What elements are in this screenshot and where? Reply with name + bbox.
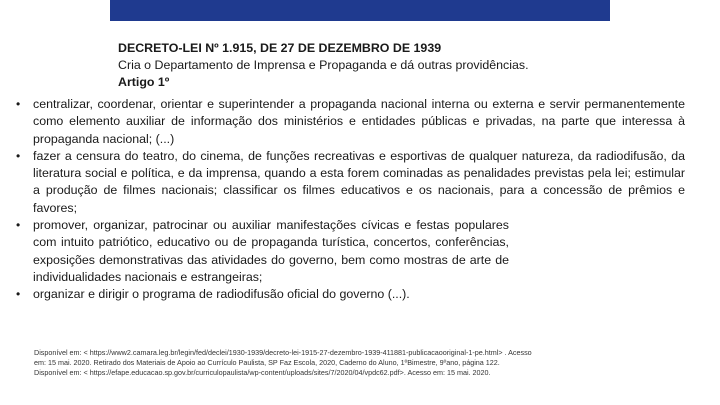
bullet-icon: • xyxy=(16,287,21,302)
list-item xyxy=(16,286,685,303)
decree-subtitle: Cria o Departamento de Imprensa e Propaganda e dá outras providências. xyxy=(118,58,529,72)
list-item xyxy=(16,96,685,148)
bullet-icon: • xyxy=(16,218,21,233)
article-items-list xyxy=(16,96,685,304)
list-item-text: centralizar, coordenar, orientar e superintender a propaganda nacional interna ou externa e servir permanentemente como elemento auxiliar de informação dos ministérios e entidades públicas e privadas, na parte que interessa à propaganda nacional; (...) xyxy=(33,97,685,146)
list-item-text: fazer a censura do teatro, do cinema, de funções recreativas e esportivas de qualquer natureza, da radiodifusão, da literatura social e política, e da imprensa, quando a esta forem cominadas as penalidades previstas pela lei; estimular a produção de filmes nacionais; classificar os filmes educativos e os nacionais, para a concessão de prêmios e favores; xyxy=(33,148,685,215)
source-citation: Disponível em: < https://www2.camara.leg.br/legin/fed/declei/1930-1939/decreto-lei-1915-27-dezembro-1939-411881-publicacaooriginal-1-pe.html> . Acesso em: 15 mai. 2020. Retirado dos Materiais de Apoio ao Currículo Paulista, SP Faz Escola, 2020, Caderno do Aluno, 1ºBimestre, 9ºano, página 122. Disponível em: < https://efape.educacao.sp.gov.br/curriculopaulista/wp-content/uploads/sites/7/2020/04/vpdc62.pdf>. Acesso em: 15 mai. 2020. xyxy=(34,348,532,377)
bullet-icon: • xyxy=(16,148,21,163)
top-accent-bar xyxy=(110,0,610,21)
article-heading: Artigo 1º xyxy=(118,75,170,89)
bullet-icon: • xyxy=(16,97,21,111)
list-item-text: organizar e dirigir o programa de radiodifusão oficial do governo (...). xyxy=(33,287,410,302)
list-item xyxy=(16,217,509,286)
decree-title: DECRETO-LEI Nº 1.915, DE 27 DE DEZEMBRO DE 1939 xyxy=(118,41,442,55)
decree-header xyxy=(118,40,618,91)
list-item-text: promover, organizar, patrocinar ou auxiliar manifestações cívicas e festas populares com intuito patriótico, educativo ou de propaganda turística, concertos, conferências, exposições demonstrativas das atividades do governo, bem como mostras de arte de individualidades nacionais e estrangeiras; xyxy=(33,218,509,284)
list-item xyxy=(16,148,685,217)
